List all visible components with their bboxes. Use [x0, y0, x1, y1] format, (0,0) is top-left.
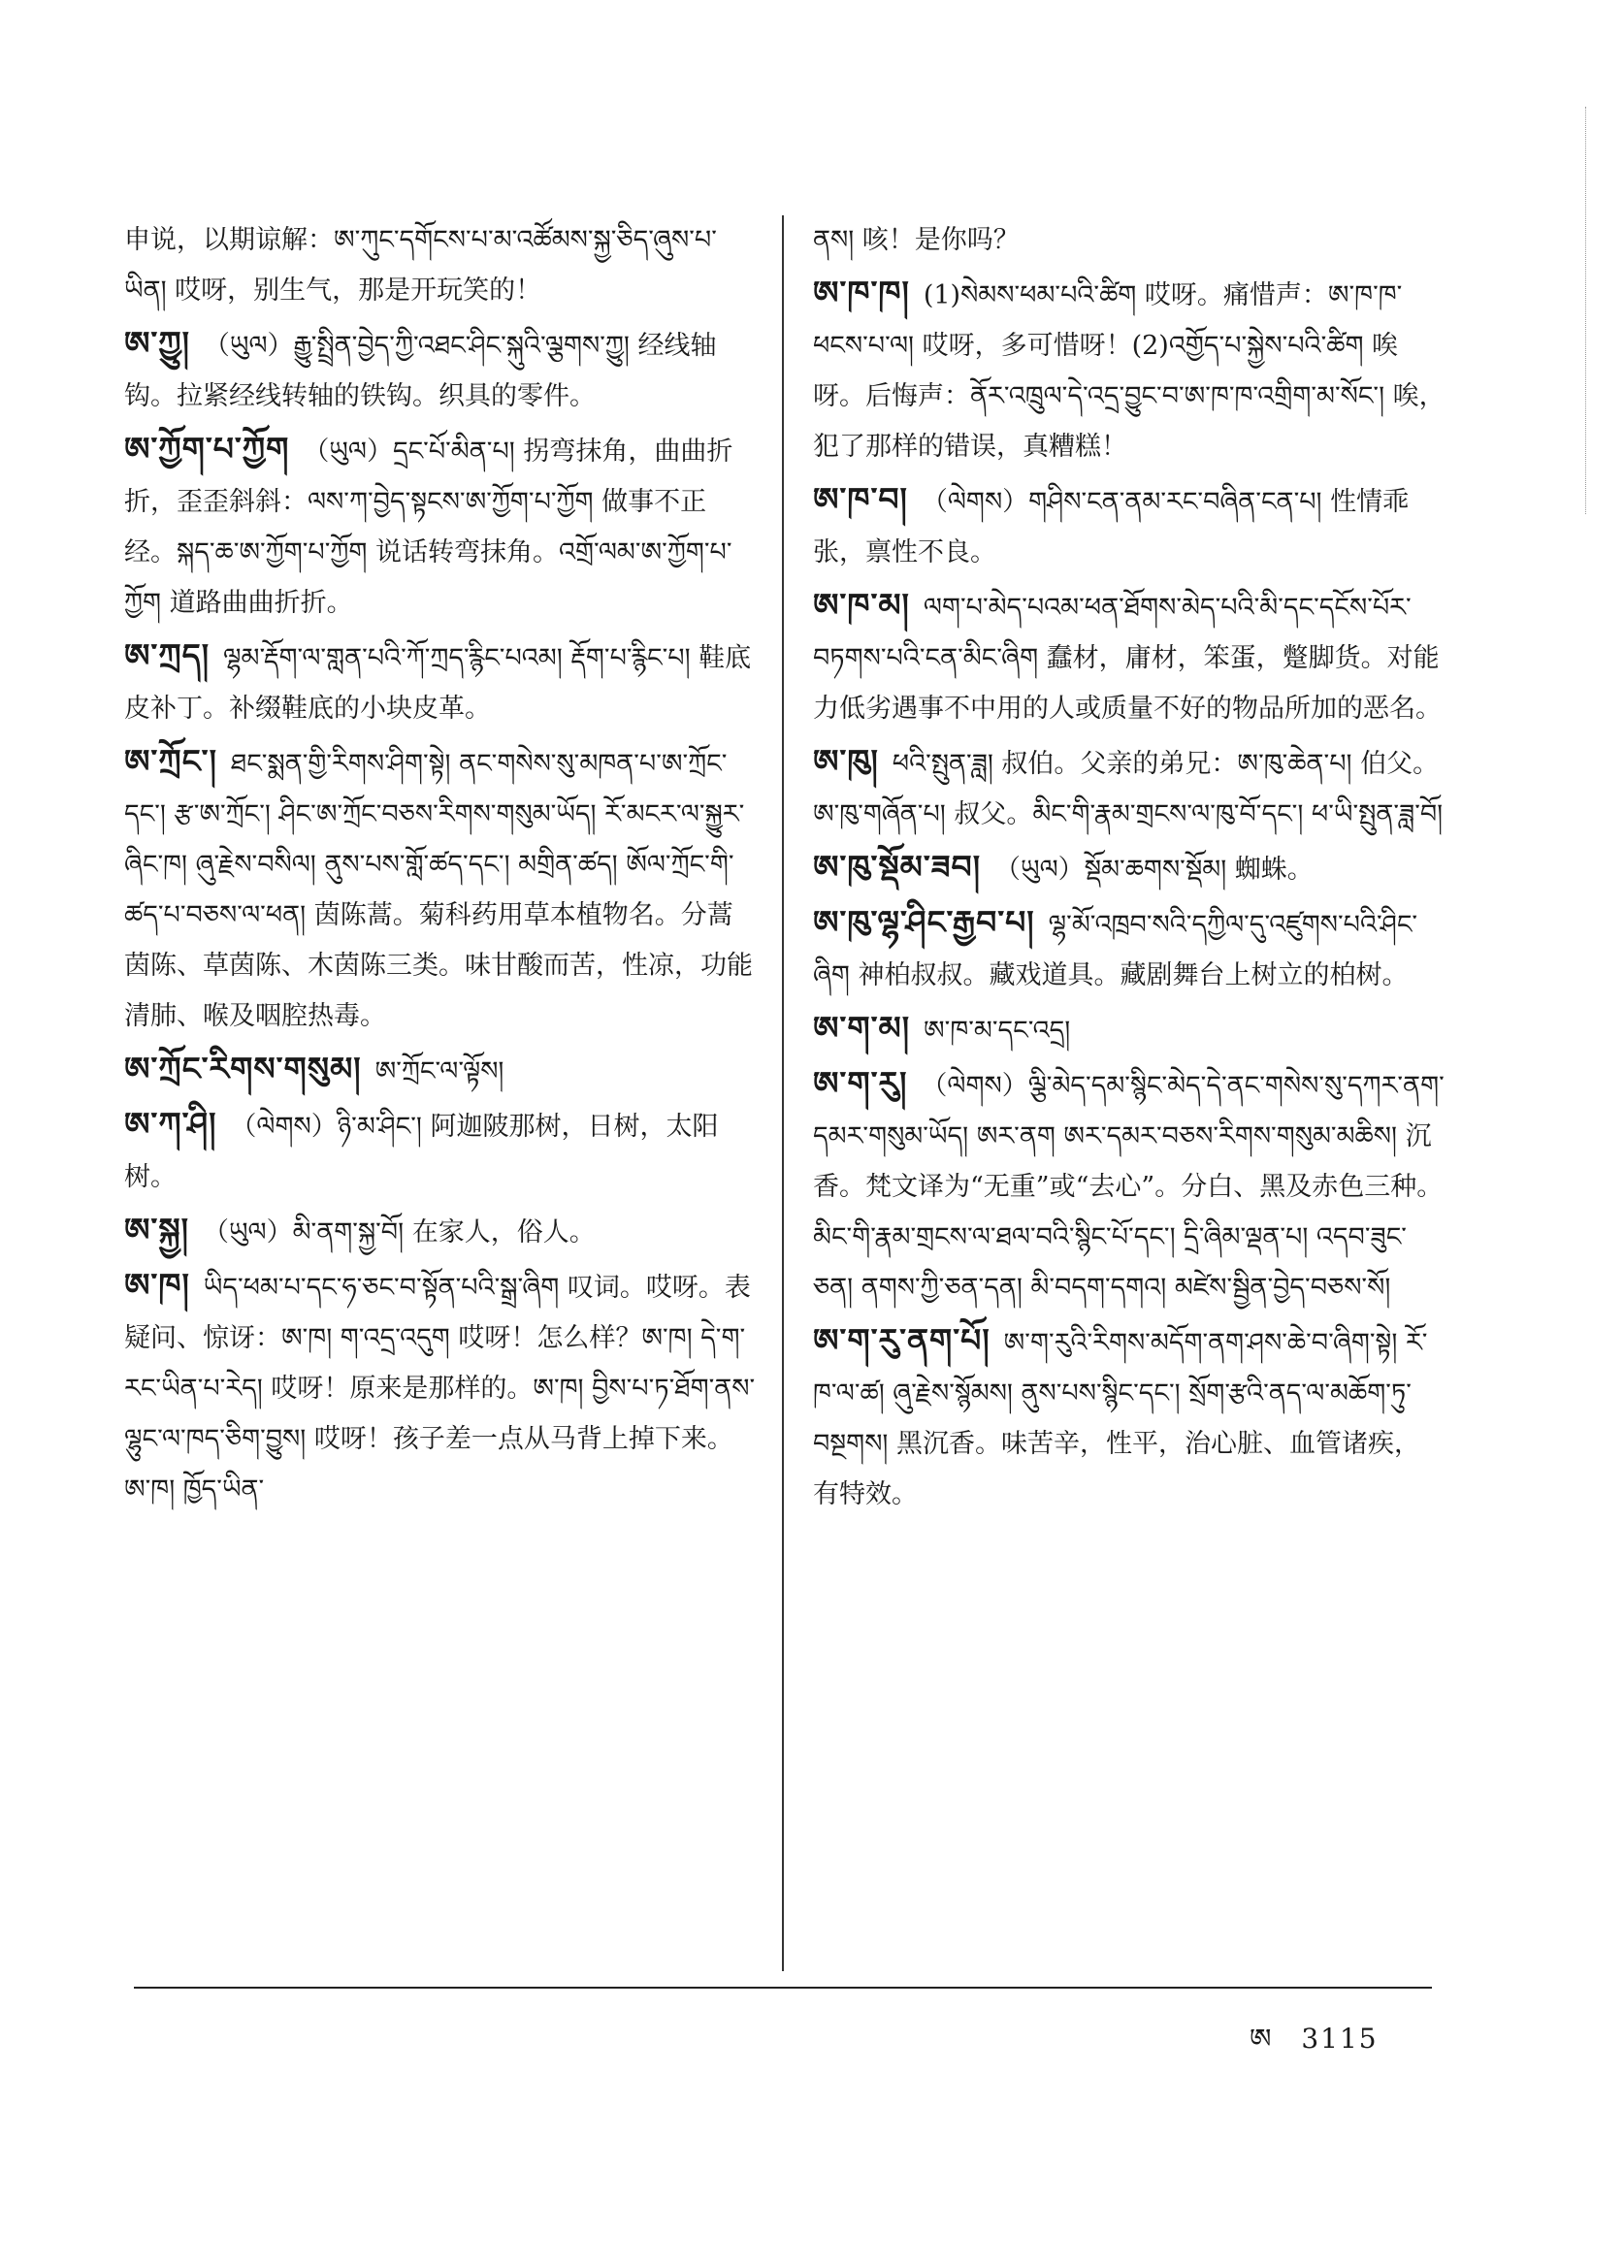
entry-definition: ཐང་སྨན་གྱི་རིགས་ཤིག་སྟེ། ནང་གསེས་སུ་མཁན་པ་ཨ་ཀྲོང་དང་། རྩ་ཨ་ཀྲོང་། ཤིང་ཨ་ཀྲོང་བཅས་རིགས་གསུམ་ཡོད། རོ་མངར་ལ་སྐྱུར་ཞིང་ཁ། ཞུ་རྗེས་བསིལ། ནུས་པས་གློ་ཚད་དང་། མགྲིན་ཚད། ཨོལ་ཀྲོང་གི་ཚད་པ་བཅས་ལ་ཕན། 茵陈蒿。菊科药用草本植物名。分蒿茵陈、草茵陈、木茵陈三类。味甘酸而苦，性凉，功能清肺、喉及咽腔热毒。: [124, 749, 753, 1031]
entry-definition: ཨ་ཀྲོང་ལ་ལྟོས།: [374, 1056, 504, 1086]
section-letter: ཨ: [1250, 2023, 1274, 2055]
dictionary-entry: [813, 1315, 1445, 1520]
entry-definition: （ལེགས）གཤིས་ངན་ནམ་རང་བཞིན་ངན་པ། 性情乖张，禀性不良。: [813, 487, 1410, 567]
entry-headword: ཨ་ག་རུ།: [813, 1064, 908, 1102]
entry-definition: 申说，以期谅解：ཨ་ཀུང་དགོངས་པ་མ་འཚོམས་སྐྱ་ཅིད་ཞུས་པ་ཡིན། 哎呀，别生气，那是开玩笑的！: [124, 225, 717, 306]
dictionary-entry: [124, 424, 757, 629]
entry-headword: ཨ་ཁུ་སྡོམ་ཟབ།: [813, 848, 982, 886]
entry-definition: ཕའི་སྤུན་ཟླ། 叔伯。父亲的弟兄：ཨ་ཁུ་ཆེན་པ། 伯父。ཨ་ཁུ་གཞོན་པ། 叔父。མིང་གི་རྣམ་གྲངས་ལ་ཁུ་བོ་དང་། ཕ་ཡི་སྤུན་ཟླ་བོ།: [813, 749, 1444, 829]
entry-headword: ཨ་སྐྱ།: [124, 1211, 189, 1248]
entry-headword: ཨ་ཁུ་ལྷ་ཤིང་རྒྱབ་པ།: [813, 903, 1035, 941]
entry-headword: ཨ་ཀྲད།: [124, 636, 211, 674]
entry-headword: ཨ་ག་རུ་ནག་པོ།: [813, 1321, 991, 1359]
entry-headword: ཨ་ཀྱུ།: [124, 324, 190, 362]
entry-headword: ཨ་ཁ་བ།: [813, 480, 908, 518]
entry-headword: ཨ་ཁ་མ།: [813, 586, 910, 624]
dictionary-entry: [124, 1260, 757, 1515]
entry-headword: ཨ་ཁ།: [124, 1266, 190, 1304]
entry-headword: ཨ་ཁུ།: [813, 742, 879, 780]
entry-definition: ལྷམ་རྡོག་ལ་གླན་པའི་ཀོ་ཀྲད་རྙིང་པའམ། རྡོག་པ་རྙིང་པ། 鞋底皮补丁。补缀鞋底的小块皮革。: [124, 643, 752, 724]
dictionary-entry: [813, 580, 1445, 734]
dictionary-entry: [124, 631, 757, 734]
dictionary-entry: [124, 1205, 757, 1258]
column-divider: [782, 215, 784, 1971]
footer-rule: [134, 1987, 1432, 1989]
entry-headword: ཨ་ཁ་ཁ།: [813, 274, 910, 311]
dictionary-entry: [813, 215, 1445, 266]
entry-definition: ཨ་ག་རུའི་རིགས་མདོག་ནག་ཤས་ཆེ་བ་ཞིག་སྟེ། རོ་ཁ་ལ་ཚ། ཞུ་རྗེས་སྙོམས། ནུས་པས་སྙིང་དང་། སྲོག་རྩའི་ནད་ལ་མཆོག་ཏུ་བསྔགས། 黑沉香。味苦辛，性平，治心脏、血管诸疾，有特效。: [813, 1328, 1428, 1509]
dictionary-entry: [813, 268, 1445, 472]
entry-definition: （ལེགས）ལྕི་མེད་དམ་སྙིང་མེད་དེ་ནང་གསེས་སུ་དཀར་ནག་དམར་གསུམ་ཡོད། ཨར་ནག ཨར་དམར་བཅས་རིགས་གསུམ་མཆིས། 沉香。梵文译为“无重”或“去心”。分白、黑及赤色三种。མིང་གི་རྣམ་གྲངས་ལ་ཐལ་བའི་སྙིང་པོ་དང་། དྲི་ཞིམ་ལྡན་པ། འདབ་ཟུང་ཅན། ནགས་ཀྱི་ཅན་དན། མི་བདག་དགའ། མཛེས་སྦྱིན་བྱེད་བཅས་སོ།: [813, 1071, 1445, 1303]
dictionary-entry: [124, 1099, 757, 1203]
margin-marks: [1585, 107, 1600, 514]
dictionary-entry: [813, 1058, 1445, 1313]
dictionary-entry: [124, 736, 757, 1042]
entry-definition: ཡིད་ཕམ་པ་དང་ཧ་ཅང་བ་སྟོན་པའི་སྒྲ་ཞིག 叹词。哎呀。表疑问、惊讶：ཨ་ཁ། ག་འདྲ་འདུག 哎呀！怎么样？ཨ་ཁ། དེ་ག་རང་ཡིན་པ་རེད། 哎呀！原来是那样的。ཨ་ཁ། བྱིས་པ་ཏ་ཐོག་ནས་ལྷུང་ལ་ཁད་ཅིག་བྱུས། 哎呀！孩子差一点从马背上掉下来。ཨ་ཁ། ཁྱོད་ཡིན་: [124, 1273, 756, 1505]
dictionary-entry: [813, 842, 1445, 895]
entry-definition: （ཡུལ）དྲང་པོ་མིན་པ། 拐弯抹角，曲曲折折，歪歪斜斜：ལས་ཀ་བྱེད་སྟངས་ཨ་ཀྱོག་པ་ཀྱོག 做事不正经。སྐད་ཆ་ཨ་ཀྱོག་པ་ཀྱོག 说话转弯抹角。འགྲོ་ལམ་ཨ་ཀྱོག་པ་ཀྱོག 道路曲曲折折。: [124, 437, 733, 618]
entry-definition: ལྷ་མོ་འཁྲབ་སའི་དཀྱིལ་དུ་འཛུགས་པའི་ཤིང་ཞིག 神柏叔叔。藏戏道具。藏剧舞台上树立的柏树。: [813, 910, 1418, 990]
dictionary-entry: [124, 215, 757, 316]
dictionary-entry: [813, 736, 1445, 840]
entry-headword: ཨ་ཀྲོང་།: [124, 742, 217, 780]
entry-headword: ཨ་ཀྱོག་པ་ཀྱོག: [124, 430, 290, 468]
entry-definition: （ཡུལ）མི་ནག་སྐྱ་བོ། 在家人，俗人。: [202, 1217, 596, 1247]
dictionary-entry: [124, 1044, 757, 1097]
entry-headword: ཨ་ག་མ།: [813, 1009, 911, 1047]
entry-headword: ཨ་ཀྲོང་རིགས་གསུམ།: [124, 1050, 362, 1087]
entry-definition: （ཡུལ）སྡོམ་ཆགས་སྡོམ། 蜘蛛。: [994, 855, 1314, 885]
right-column: [813, 215, 1445, 1522]
entry-definition: （ཡུལ）རྒྱུ་སྤྲིན་བྱེད་ཀྱི་འཐང་ཤིང་སྐུའི་ལྕགས་ཀྱུ། 经线轴钩。拉紧经线转轴的铁钩。织具的零件。: [124, 331, 717, 411]
dictionary-entry: [124, 318, 757, 422]
entry-definition: (1)སེམས་ཕམ་པའི་ཚིག 哎呀。痛惜声：ཨ་ཁ་ཁ་ཕངས་པ་ལ། 哎呀，多可惜呀！(2)འགྱོད་པ་སྐྱེས་པའི་ཚིག 唉呀。后悔声：ནོར་འཁྲུལ་དེ་འདྲ་བྱུང་བ་ཨ་ཁ་ཁ་འགྲིག་མ་སོང་། 唉，犯了那样的错误，真糟糕！: [813, 280, 1445, 462]
page-footer: [1232, 2008, 1379, 2085]
entry-definition: ལག་པ་མེད་པའམ་ཕན་ཐོགས་མེད་པའི་མི་དང་དངོས་པོར་བཏགས་པའི་ངན་མིང་ཞིག 蠢材，庸材，笨蛋，蹩脚货。对能力低劣遇事不中用的人或质量不好的物品所加的恶名。: [813, 593, 1442, 724]
entry-definition: ཨ་ཁ་མ་དང་འདྲ།: [924, 1016, 1071, 1046]
left-column: [124, 215, 757, 1517]
entry-definition: ནས། 咳！是你吗？: [813, 225, 1020, 255]
dictionary-entry: [813, 474, 1445, 578]
page-number: 3115: [1301, 2023, 1379, 2055]
dictionary-entry: [813, 1003, 1445, 1056]
dictionary-entry: [813, 897, 1445, 1001]
entry-definition: （ལེགས）ཉི་མ་ཤིང་། 阿迦陂那树，日树，太阳树。: [124, 1112, 719, 1192]
entry-headword: ཨ་ཀ་ཤི།: [124, 1105, 217, 1143]
